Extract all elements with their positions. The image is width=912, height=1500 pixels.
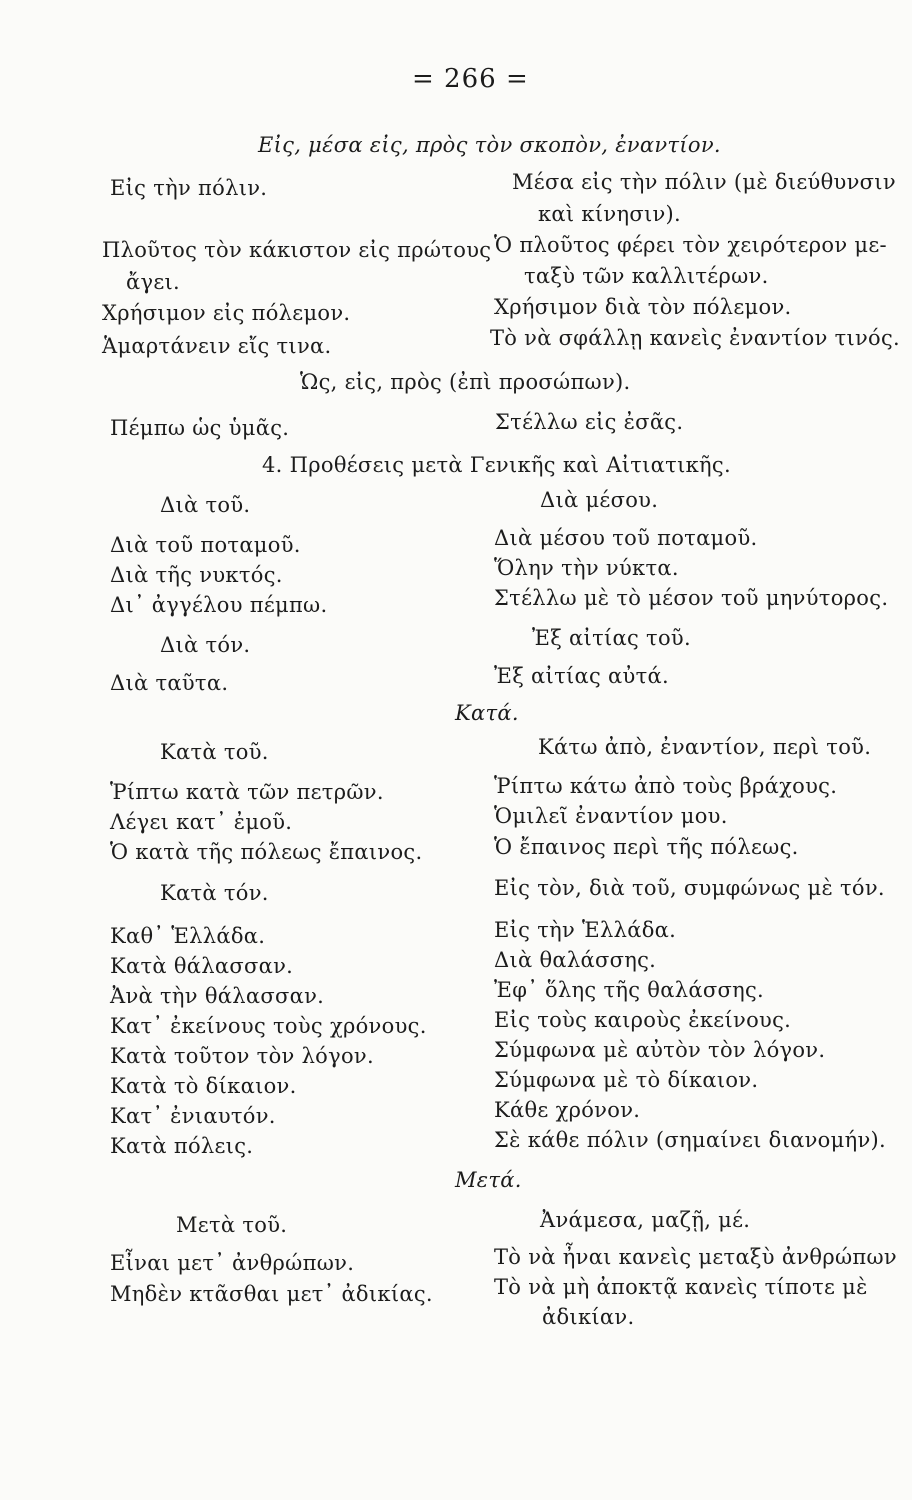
left-subheading: Διὰ τόν. bbox=[160, 633, 251, 657]
right-line: ἀδικίαν. bbox=[542, 1305, 635, 1329]
left-subheading: Κατὰ τόν. bbox=[160, 881, 269, 905]
left-line: Πέμπω ὡς ὑμᾶς. bbox=[110, 416, 290, 440]
right-line: Διὰ θαλάσσης. bbox=[494, 948, 657, 972]
left-line: Διὰ τῆς νυκτός. bbox=[110, 563, 283, 587]
right-subheading: Εἰς τὸν, διὰ τοῦ, συμφώνως μὲ τόν. bbox=[494, 876, 885, 900]
left-line: Δι᾽ ἀγγέλου πέμπω. bbox=[110, 593, 328, 617]
left-line: Ὁ κατὰ τῆς πόλεως ἔπαινος. bbox=[110, 840, 423, 864]
left-line: Χρήσιμον εἰς πόλεμον. bbox=[102, 301, 351, 325]
right-line: Στέλλω εἰς ἐσᾶς. bbox=[495, 410, 684, 434]
right-line: Σύμφωνα μὲ αὐτὸν τὸν λόγον. bbox=[494, 1038, 826, 1062]
right-line: Τὸ νὰ μὴ ἀποκτᾷ κανεὶς τίποτε μὲ bbox=[494, 1275, 868, 1299]
right-subheading: Ἀνάμεσα, μαζῇ, μέ. bbox=[540, 1208, 751, 1232]
right-line: Ὅλην τὴν νύκτα. bbox=[494, 556, 679, 580]
heading-os: Ὡς, εἰς, πρὸς (ἐπὶ προσώπων). bbox=[300, 370, 631, 394]
heading-meta: Μετά. bbox=[455, 1168, 522, 1192]
left-line: Κατ᾽ ἐκείνους τοὺς χρόνους. bbox=[110, 1014, 427, 1038]
right-line: Σὲ κάθε πόλιν (σημαίνει διανομήν). bbox=[494, 1128, 886, 1152]
left-line: Κατὰ τὸ δίκαιον. bbox=[110, 1074, 297, 1098]
left-line: Ἁμαρτάνειν εἴς τινα. bbox=[102, 334, 332, 358]
right-line: Ἐξ αἰτίας αὐτά. bbox=[494, 664, 669, 688]
left-subheading: Μετὰ τοῦ. bbox=[176, 1213, 288, 1237]
right-subheading: Διὰ μέσου. bbox=[540, 488, 659, 512]
right-line: Ὁμιλεῖ ἐναντίον μου. bbox=[494, 804, 728, 828]
right-line: Ὁ ἔπαινος περὶ τῆς πόλεως. bbox=[494, 835, 799, 859]
right-line: Ἐφ᾽ ὅλης τῆς θαλάσσης. bbox=[494, 978, 765, 1002]
left-line: Πλοῦτος τὸν κάκιστον εἰς πρώτους bbox=[102, 238, 492, 262]
right-line: Ῥίπτω κάτω ἀπὸ τοὺς βράχους. bbox=[494, 774, 838, 798]
right-line: Διὰ μέσου τοῦ ποταμοῦ. bbox=[494, 526, 758, 550]
right-line: Εἰς τοὺς καιροὺς ἐκείνους. bbox=[494, 1008, 792, 1032]
right-subheading: Ἐξ αἰτίας τοῦ. bbox=[532, 626, 691, 650]
left-line: Ῥίπτω κατὰ τῶν πετρῶν. bbox=[110, 780, 384, 804]
right-line: Εἰς τὴν Ἑλλάδα. bbox=[494, 918, 677, 942]
left-line: Ἀνὰ τὴν θάλασσαν. bbox=[110, 984, 325, 1008]
right-subheading: Κάτω ἀπὸ, ἐναντίον, περὶ τοῦ. bbox=[538, 735, 872, 759]
left-line: Λέγει κατ᾽ ἐμοῦ. bbox=[110, 810, 293, 834]
left-line: Διὰ ταῦτα. bbox=[110, 671, 229, 695]
right-line: Μέσα εἰς τὴν πόλιν (μὲ διεύθυνσιν bbox=[512, 170, 896, 194]
left-line: Μηδὲν κτᾶσθαι μετ᾽ ἀδικίας. bbox=[110, 1282, 433, 1306]
left-line: Κατὰ πόλεις. bbox=[110, 1134, 254, 1158]
heading-eis: Εἰς, μέσα εἰς, πρὸς τὸν σκοπὸν, ἐναντίον. bbox=[258, 133, 721, 157]
right-line: Τὸ νὰ σφάλλῃ κανεὶς ἐναντίον τινός. bbox=[490, 326, 900, 350]
left-subheading: Διὰ τοῦ. bbox=[160, 493, 251, 517]
right-line: ταξὺ τῶν καλλιτέρων. bbox=[524, 264, 769, 288]
right-line: Ὁ πλοῦτος φέρει τὸν χειρότερον με- bbox=[494, 233, 887, 257]
page-number: = 266 = bbox=[412, 64, 529, 94]
left-subheading: Κατὰ τοῦ. bbox=[160, 740, 269, 764]
heading-kata: Κατά. bbox=[455, 701, 519, 725]
left-line: Καθ᾽ Ἑλλάδα. bbox=[110, 924, 266, 948]
right-line: Χρήσιμον διὰ τὸν πόλεμον. bbox=[494, 295, 792, 319]
left-line: Εἶναι μετ᾽ ἀνθρώπων. bbox=[110, 1251, 355, 1275]
left-line: ἄγει. bbox=[126, 270, 181, 294]
right-line: Στέλλω μὲ τὸ μέσον τοῦ μηνύτορος. bbox=[494, 586, 889, 610]
right-line: Σύμφωνα μὲ τὸ δίκαιον. bbox=[494, 1068, 759, 1092]
left-line: Εἰς τὴν πόλιν. bbox=[110, 176, 268, 200]
left-line: Διὰ τοῦ ποταμοῦ. bbox=[110, 533, 301, 557]
left-line: Κατὰ θάλασσαν. bbox=[110, 954, 294, 978]
right-line: καὶ κίνησιν). bbox=[538, 202, 682, 226]
right-line: Τὸ νὰ ἦναι κανεὶς μεταξὺ ἀνθρώπων bbox=[494, 1245, 897, 1269]
left-line: Κατὰ τοῦτον τὸν λόγον. bbox=[110, 1044, 374, 1068]
heading-section-4: 4. Προθέσεις μετὰ Γενικῆς καὶ Αἰτιατικῆς. bbox=[262, 453, 731, 477]
right-line: Κάθε χρόνον. bbox=[494, 1098, 641, 1122]
left-line: Κατ᾽ ἐνιαυτόν. bbox=[110, 1104, 276, 1128]
